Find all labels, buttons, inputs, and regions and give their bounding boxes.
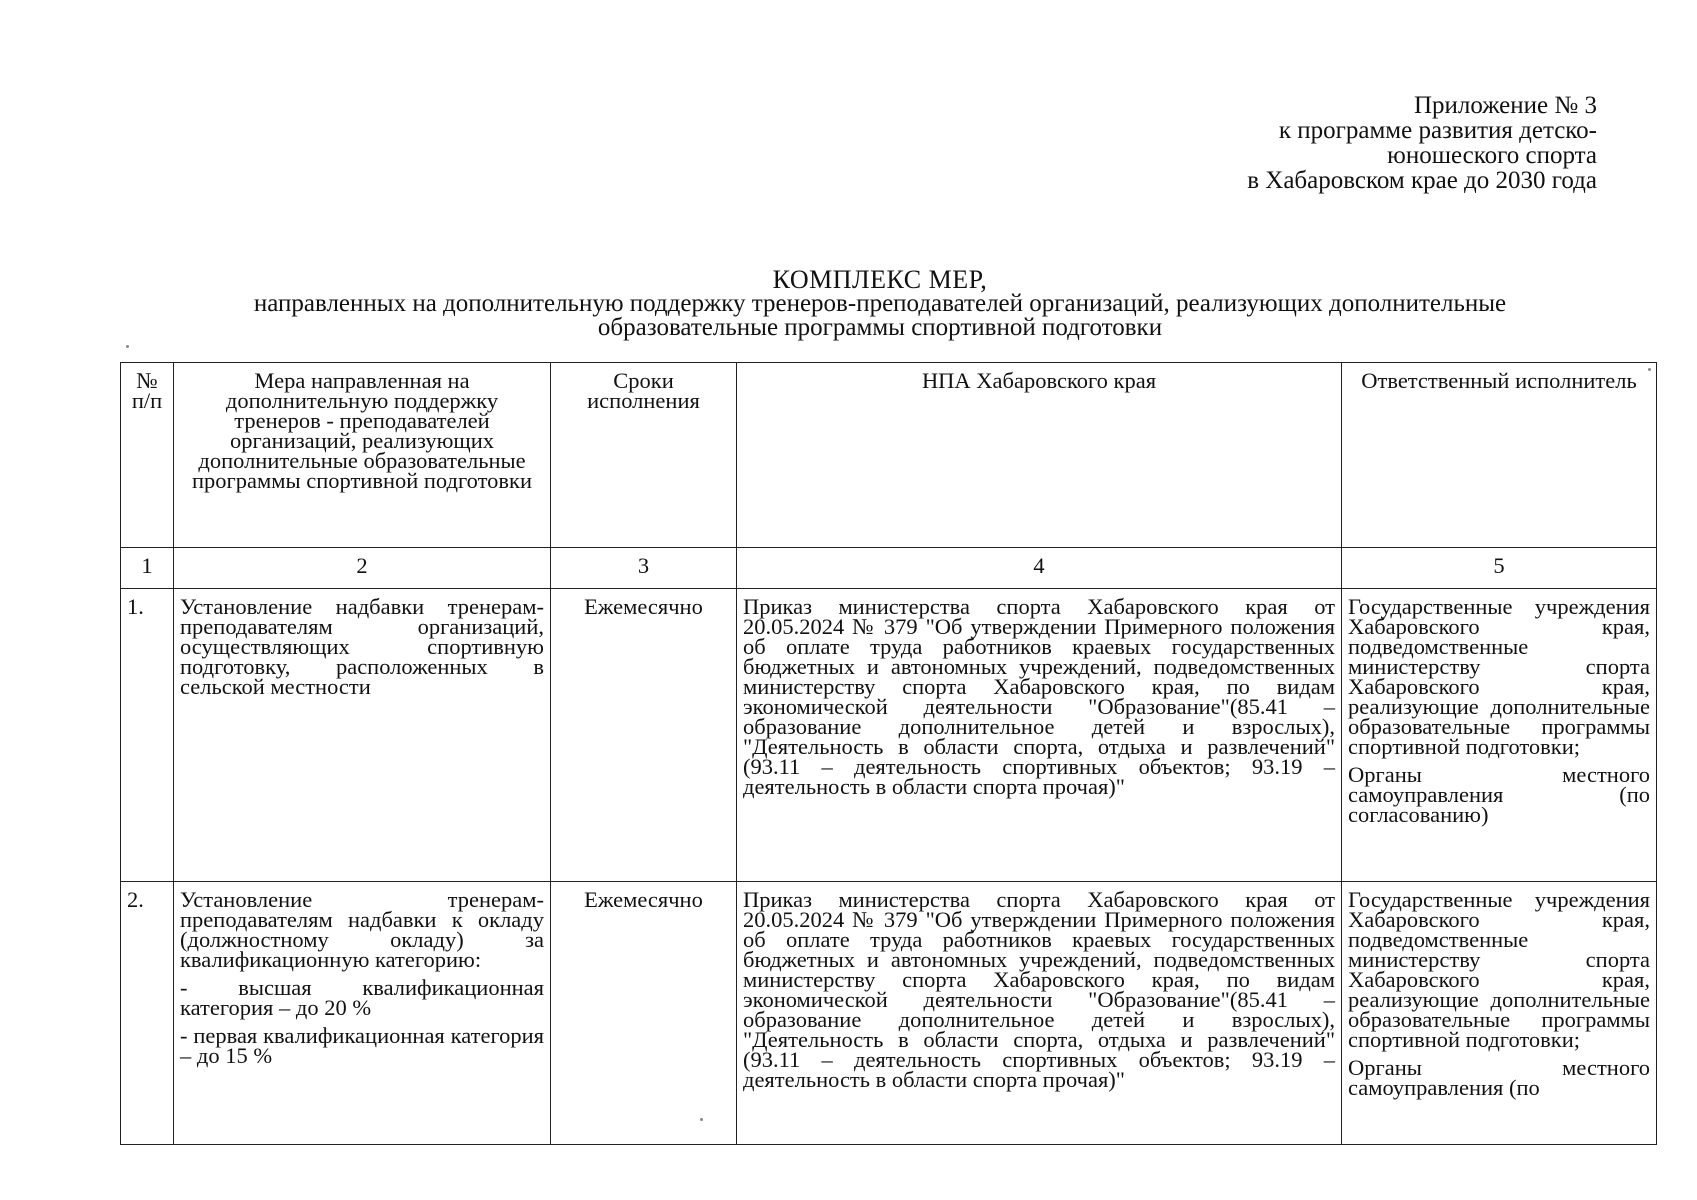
appendix-line-4: в Хабаровском крае до 2030 года [1247, 167, 1597, 194]
executor-institutions: Государственные учреждения Хабаровского края, подведомственные министерству спорта Хабаровского края, реализующие дополнительные образовательные программы спортивной подготовки; [1348, 887, 1650, 1052]
column-number: 5 [1342, 548, 1657, 589]
scan-speck [1648, 368, 1651, 371]
header-number: № п/п [121, 363, 174, 548]
row-number: 2. [121, 882, 174, 1145]
row-npa: Приказ министерства спорта Хабаровского края от 20.05.2024 № 379 "Об утверждении Примерного положения об оплате труда работников краевых государственных бюджетных и автономных учреждений, подведомственных министерству спорта Хабаровского края, по видам экономической деятельности "Образование"(85.41 – образование дополнительное детей и взрослых), "Деятельность в области спорта, отдыха и развлечений" (93.11 – деятельность спортивных объектов; 93.19 – деятельность в области спорта прочая)" [737, 882, 1342, 1145]
header-executor: Ответственный исполнитель [1342, 363, 1657, 548]
title-subtitle-line-1: направленных на дополнительную поддержку тренеров-преподавателей организаций, реализующих дополнительные [253, 290, 1507, 317]
row-term: Ежемесячно [551, 589, 737, 882]
row-measure [174, 589, 551, 882]
measure-item-highest-category: - высшая квалификационная категория – до 20 % [180, 975, 544, 1020]
row-term: Ежемесячно [551, 882, 737, 1145]
column-number: 4 [737, 548, 1342, 589]
column-number: 3 [551, 548, 737, 589]
table-header-row [121, 363, 1657, 548]
measure-text: Установление тренерам-преподавателям надбавки к окладу (должностному окладу) за квалификационную категорию: [180, 887, 544, 972]
executor-institutions: Государственные учреждения Хабаровского края, подведомственные министерству спорта Хабаровского края, реализующие дополнительные образовательные программы спортивной подготовки; [1348, 594, 1650, 759]
row-npa: Приказ министерства спорта Хабаровского края от 20.05.2024 № 379 "Об утверждении Примерного положения об оплате труда работников краевых государственных бюджетных и автономных учреждений, подведомственных министерству спорта Хабаровского края, по видам экономической деятельности "Образование"(85.41 – образование дополнительное детей и взрослых), "Деятельность в области спорта, отдыха и развлечений" (93.11 – деятельность спортивных объектов; 93.19 – деятельность в области спорта прочая)" [737, 589, 1342, 882]
executor-local-government: Органы местного самоуправления (по согласованию) [1348, 762, 1650, 827]
header-measure: Мера направленная на дополнительную поддержку тренеров - преподавателей организаций, реализующих дополнительные образовательные программы спортивной подготовки [174, 363, 551, 548]
column-number: 1 [121, 548, 174, 589]
row-executor [1342, 882, 1657, 1145]
column-number-row [121, 548, 1657, 589]
row-executor [1342, 589, 1657, 882]
scan-speck [700, 1118, 703, 1121]
appendix-line-1: Приложение № 3 [1413, 92, 1597, 119]
appendix-line-2: к программе развития детско- [1278, 117, 1597, 144]
measure-item-first-category: - первая квалификационная категория – до 15 % [180, 1023, 544, 1068]
appendix-line-3: юношеского спорта [1387, 142, 1597, 169]
table-row [121, 589, 1657, 882]
title-main: КОМПЛЕКС МЕР, [772, 265, 988, 294]
scan-speck [126, 345, 129, 348]
row-measure [174, 882, 551, 1145]
document-title [140, 265, 1620, 341]
header-term: Сроки исполнения [551, 363, 737, 548]
row-number: 1. [121, 589, 174, 882]
measures-table [120, 362, 1657, 1145]
appendix-header [1077, 93, 1597, 193]
header-npa: НПА Хабаровского края [737, 363, 1342, 548]
title-subtitle-line-2: образовательные программы спортивной подготовки [597, 314, 1163, 341]
executor-local-government: Органы местного самоуправления (по [1348, 1055, 1650, 1100]
column-number: 2 [174, 548, 551, 589]
measure-text: Установление надбавки тренерам-преподавателям организаций, осуществляющих спортивную подготовку, расположенных в сельской местности [180, 594, 544, 699]
table-row [121, 882, 1657, 1145]
